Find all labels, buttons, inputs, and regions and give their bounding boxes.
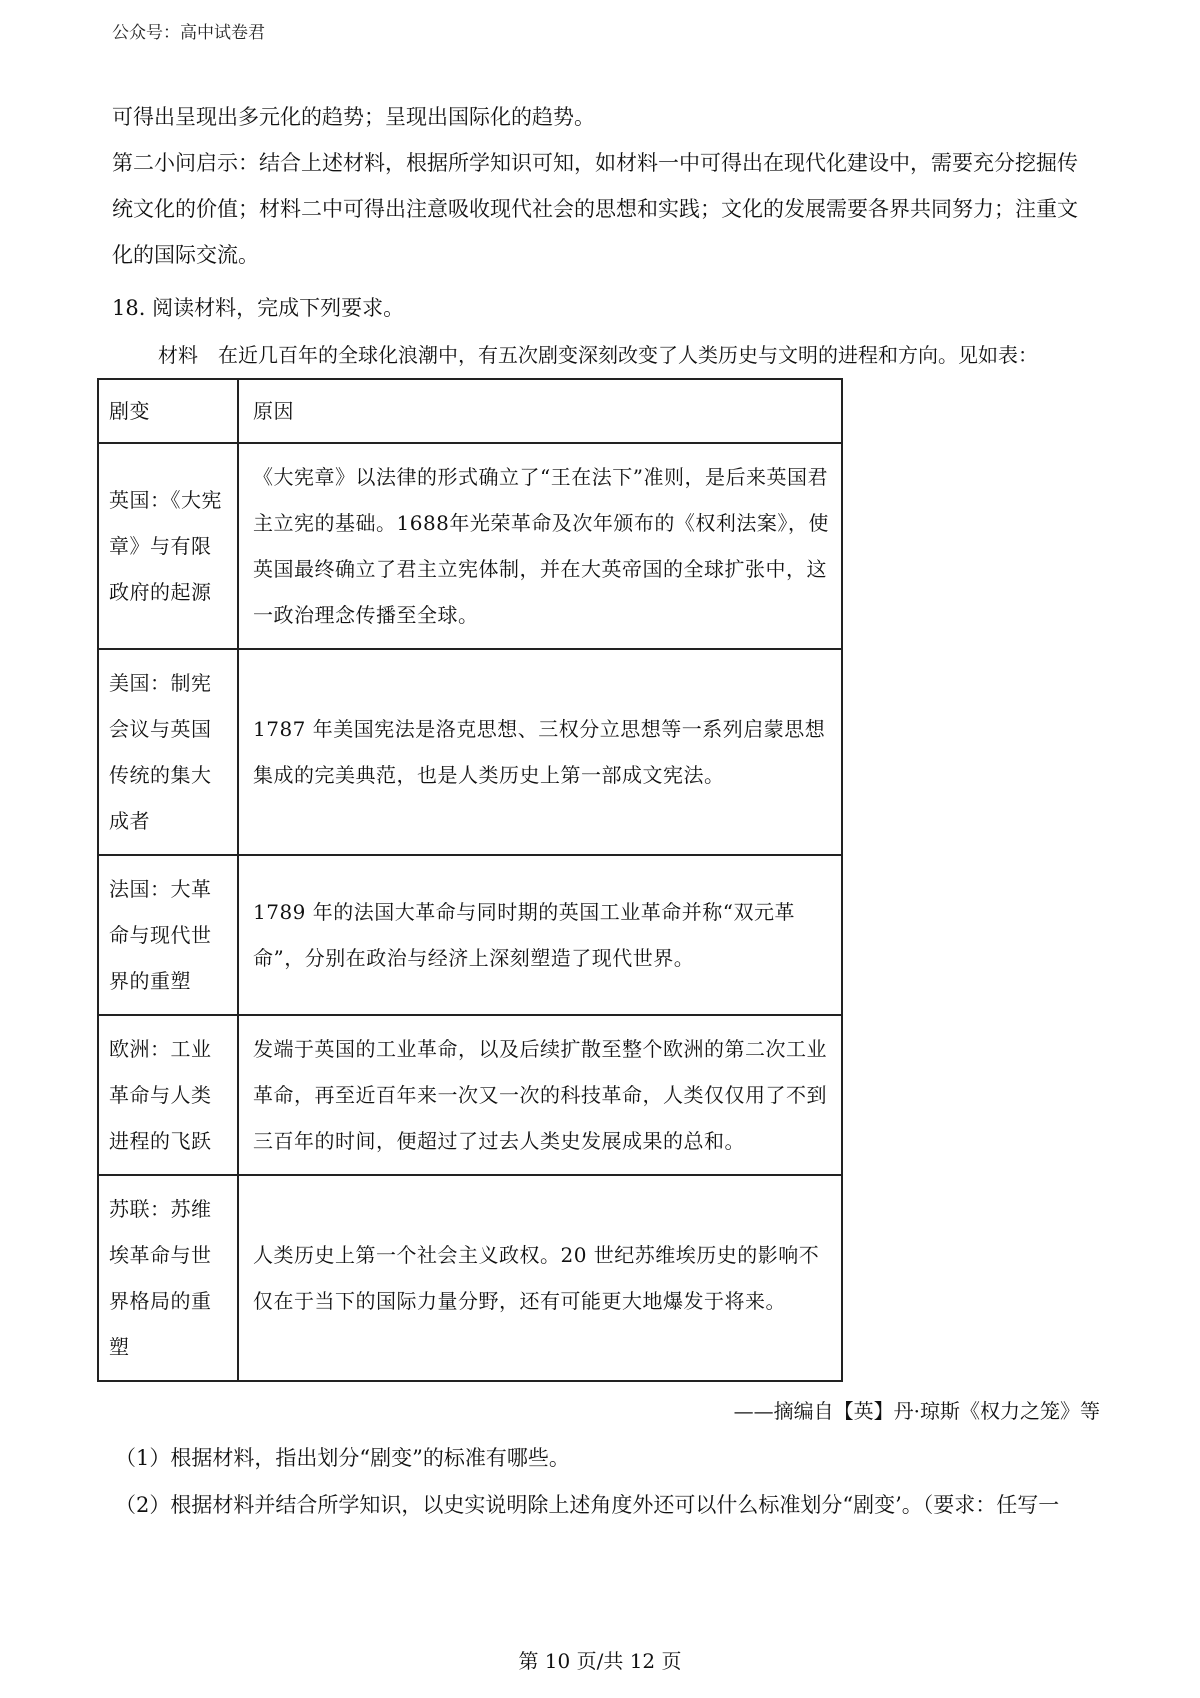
table-header-row (98, 379, 842, 443)
change-cell: 欧洲：工业革命与人类进程的飞跃 (109, 1037, 212, 1153)
material-source: ——摘编自【英】丹·琼斯《权力之笼》等 (733, 1399, 1100, 1423)
reason-cell: 1787 年美国宪法是洛克思想、三权分立思想等一系列启蒙思想集成的完美典范，也是人类历史上第一部成文宪法。 (253, 717, 826, 787)
table-row (98, 1015, 842, 1175)
change-cell: 法国：大革命与现代世界的重塑 (109, 877, 212, 993)
sub-question-1: （1）根据材料，指出划分“剧变”的标准有哪些。 (115, 1446, 570, 1470)
header-change: 剧变 (98, 379, 238, 443)
sub-question-2: （2）根据材料并结合所学知识，以史实说明除上述角度外还可以什么标准划分“剧变’。（要求：任写一 (115, 1493, 1060, 1517)
reason-cell: 发端于英国的工业革命，以及后续扩散至整个欧洲的第二次工业革命，再至近百年来一次又一次的科技革命，人类仅仅用了不到三百年的时间，便超过了过去人类史发展成果的总和。 (253, 1037, 827, 1153)
material-intro: 材料 在近几百年的全球化浪潮中，有五次剧变深刻改变了人类历史与文明的进程和方向。见如表： (158, 343, 1038, 367)
table-row (98, 443, 842, 649)
change-cell: 苏联：苏维埃革命与世界格局的重塑 (109, 1197, 212, 1359)
reason-cell: 《大宪章》以法律的形式确立了“王在法下”准则，是后来英国君主立宪的基础。1688年光荣革命及次年颁布的《权利法案》，使英国最终确立了君主立宪体制，并在大英帝国的全球扩张中，这一政治理念传播至全球。 (253, 465, 829, 627)
table-row (98, 649, 842, 855)
table-row (98, 1175, 842, 1381)
change-cell: 美国：制宪会议与英国传统的集大成者 (109, 671, 212, 833)
changes-table (97, 378, 843, 1382)
change-cell: 英国：《大宪章》与有限政府的起源 (109, 488, 222, 604)
table-row (98, 855, 842, 1015)
question-18-title: 18. 阅读材料，完成下列要求。 (112, 296, 405, 320)
account-header: 公众号：高中试卷君 (112, 23, 265, 43)
answer-line-1: 可得出呈现出多元化的趋势；呈现出国际化的趋势。 (112, 105, 595, 129)
reason-cell: 1789 年的法国大革命与同时期的英国工业革命并称“双元革命”，分别在政治与经济上深刻塑造了现代世界。 (253, 900, 795, 970)
answer-line-2: 第二小问启示：结合上述材料，根据所学知识可知，如材料一中可得出在现代化建设中，需要充分挖掘传统文化的价值；材料二中可得出注意吸收现代社会的思想和实践；文化的发展需要各界共同努力；注重文化的国际交流。 (112, 151, 1078, 267)
reason-cell: 人类历史上第一个社会主义政权。20 世纪苏维埃历史的影响不仅在于当下的国际力量分野，还有可能更大地爆发于将来。 (253, 1243, 820, 1313)
header-reason: 原因 (238, 379, 842, 443)
page-number: 第 10 页/共 12 页 (518, 1649, 682, 1673)
